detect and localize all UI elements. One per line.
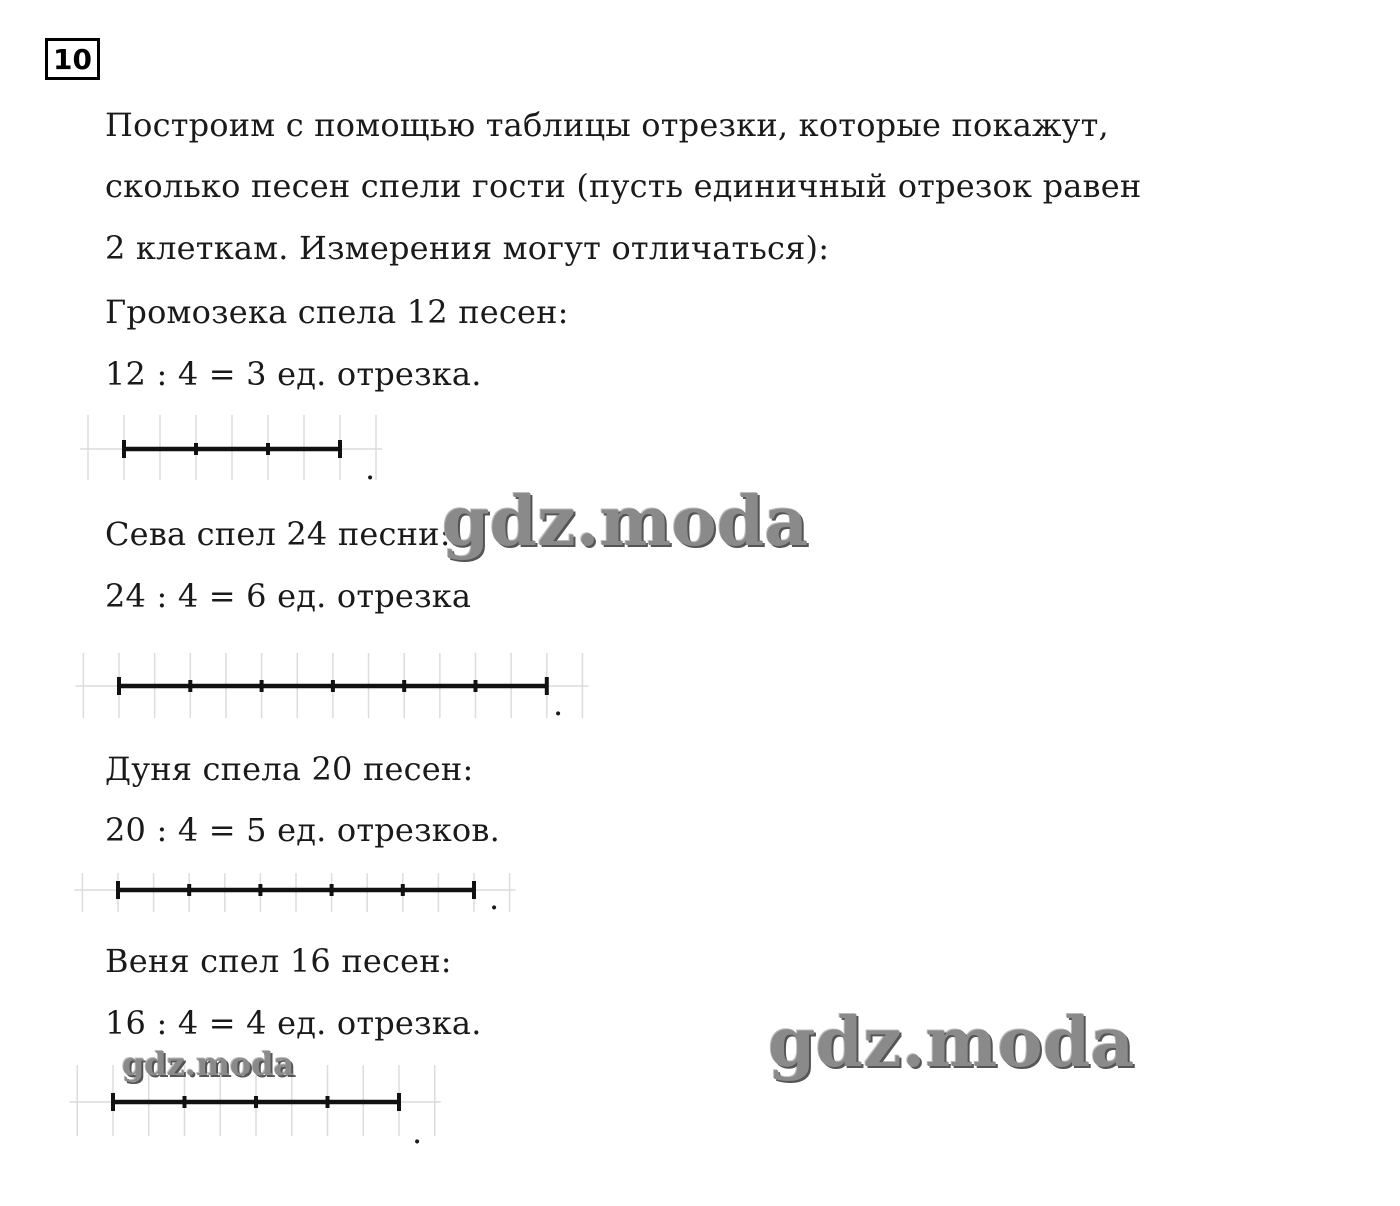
segment-end-dot-1: .: [365, 449, 376, 487]
segment-2: [100, 650, 570, 730]
task-number: 10: [53, 42, 92, 76]
guest-calc-4: 16 : 4 = 4 ед. отрезка.: [105, 1004, 482, 1042]
segment-3: [100, 870, 500, 920]
guest-title-3: Дуня спела 20 песен:: [105, 750, 474, 788]
task-number-box: [45, 38, 100, 80]
guest-title-4: Веня спел 16 песен:: [105, 942, 452, 980]
guest-title-1: Громозека спела 12 песен:: [105, 293, 569, 331]
watermark-3: gdz.moda: [122, 1045, 295, 1083]
segment-end-dot-2: .: [553, 685, 564, 723]
segment-end-dot-4: .: [412, 1113, 423, 1151]
watermark-1: gdz.moda: [442, 482, 809, 562]
intro-line-2: сколько песен спели гости (пусть единичный отрезок равен: [105, 167, 1142, 205]
guest-calc-1: 12 : 4 = 3 ед. отрезка.: [105, 355, 482, 393]
intro-line-1: Построим с помощью таблицы отрезки, которые покажут,: [105, 106, 1109, 144]
intro-line-3: 2 клеткам. Измерения могут отличаться):: [105, 229, 830, 267]
guest-calc-2: 24 : 4 = 6 ед. отрезка: [105, 577, 472, 615]
segment-end-dot-3: .: [489, 879, 500, 917]
segment-1: [100, 412, 390, 492]
guest-title-2: Сева спел 24 песни:: [105, 515, 451, 553]
guest-calc-3: 20 : 4 = 5 ед. отрезков.: [105, 811, 500, 849]
watermark-2: gdz.moda: [768, 1003, 1135, 1083]
